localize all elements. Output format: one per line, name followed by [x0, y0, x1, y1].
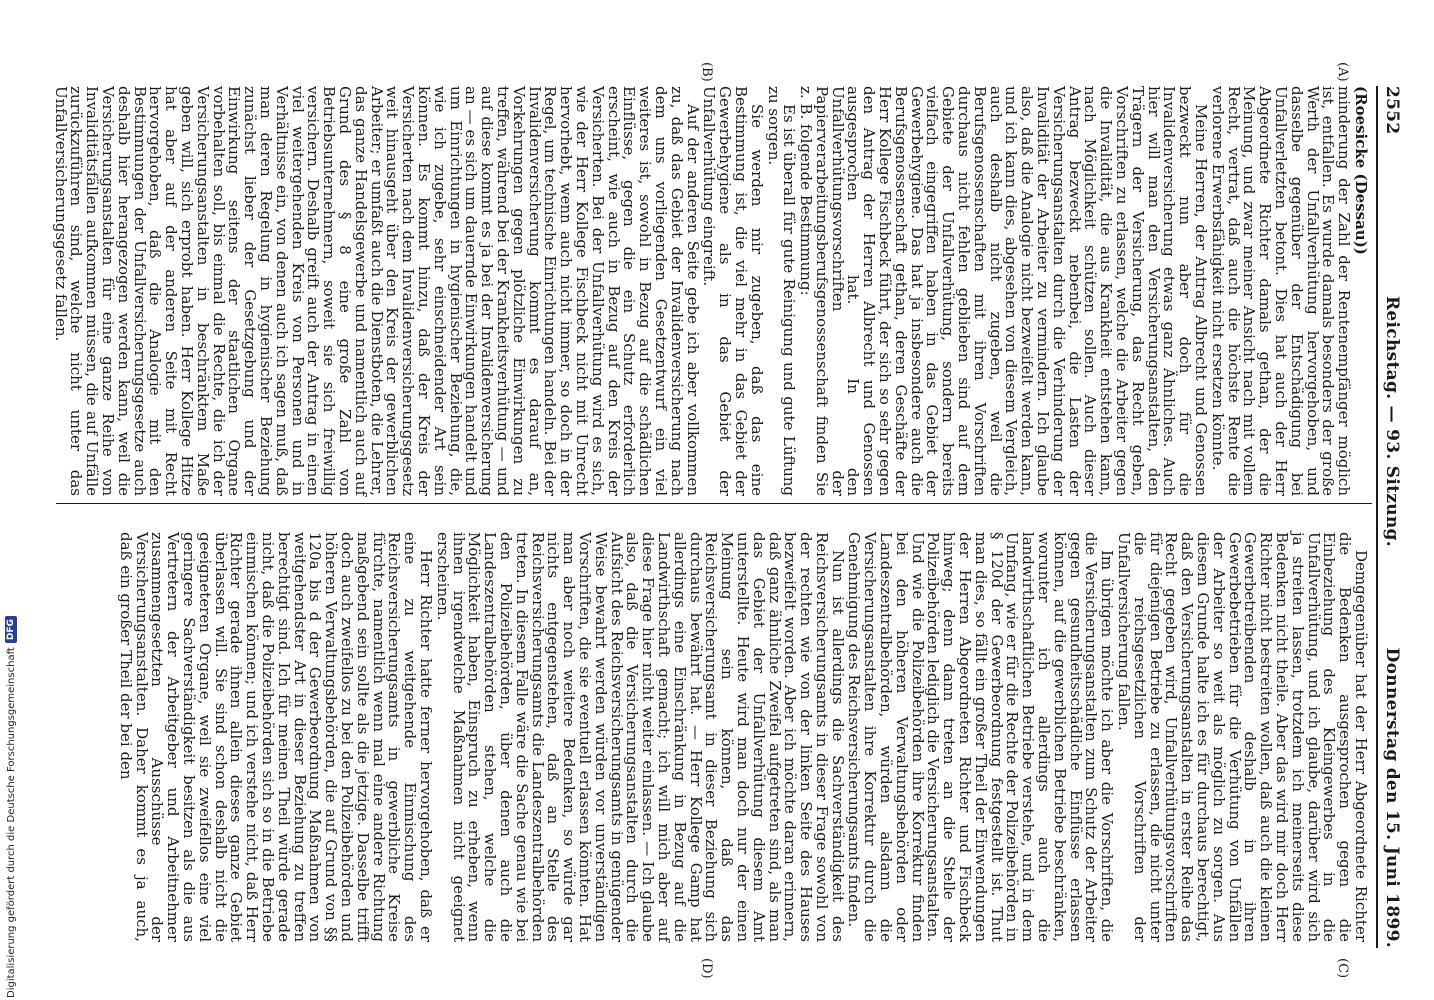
running-head-date: Donnerstag den 15. Juni 1899.	[1382, 647, 1402, 948]
paragraph: Es ist überall für gute Reinigung und gute Lüftung zu sorgen.	[764, 86, 799, 496]
margin-mark-a: (A)	[1335, 62, 1350, 82]
dfg-logo-icon: DFG	[5, 616, 17, 643]
speaker-name: (Roesicke (Dessau))	[1352, 86, 1370, 255]
margin-mark-b: (B)	[699, 62, 714, 82]
paragraph: Im übrigen möchte ich aber die Vorschriften, die die Versicherungsanstalten zum Schutz der Arbeiter gegen gesundheitsschädliche Einflüsse erlassen können, auf die gewerblichen Betriebe beschränken, worunter ich allerdings auch die landwirthschaftlichen Betriebe verstehe, und in dem Umfang, wie er für die Rechte der Polizeibehörden in § 120d der Gewerbeordnung festgestellt ist. Thut man dies, so fällt ein großer Theil der Einwendungen der Herren Abgeordneten Richter und Fischbeck hinweg; denn dann treten an die Stelle der Polizeibehörden lediglich die Versicherungsanstalten. Und wie die Polizeibehörden ihre Korrektur finden bei den höheren Verwaltungsbehörden oder Landeszentralbehörden, würden alsdann die Versicherungsanstalten ihre Korrektur durch die Genehmigung des Reichsversicherungsamts finden.	[845, 532, 1117, 942]
column-divider	[56, 503, 1372, 504]
margin-mark-d: (D)	[699, 958, 714, 979]
paragraph: Herr Richter hatte ferner hervorgehoben, daß er eine zu weitgehende Einmischung des Reichsversicherungsamts in gewerbliche Kreise fürchte, namentlich wenn mal eine andere Richtung maßgebend sein sollte als die jetzige. Dasselbe trifft doch auch zweifellos zu bei den Polizeibehörden und höheren Verwaltungsbehörden, die auf Grund von §§ 120a bis d der Gewerbeordnung Maßnahmen von weitgehendster Art in dieser Beziehung zu treffen berechtigt sind. Ich für meinen Theil würde gerade nicht, daß die Polizeibehörden sich so in die Betriebe einmischen können; und ich verstehe nicht, daß Herr Richter gerade ihnen allein dieses ganze Gebiet überlassen will. Sie sind schon deshalb nicht die geeigneteren Organe, weil sie zweifellos eine viel geringere Sachverständigkeit besitzen als die aus Vertretern der Arbeitgeber und Arbeitnehmer zusammengesetzten Ausschüsse der Versicherungsanstalten. Daher kommt es ja auch, daß ein großer Theil der bei den	[116, 532, 435, 942]
running-head-title: Reichstag. — 93. Sitzung.	[1382, 296, 1402, 547]
paragraph: Sie werden mir zugeben, daß das eine Bestimmung ist, die viel mehr in das Gebiet der Gewerbehygiene als in das Gebiet der Unfallverhütung eingreift.	[700, 86, 766, 496]
speaker-line	[1352, 86, 1368, 496]
paragraph: Auf der anderen Seite gebe ich aber vollkommen zu, daß das Gebiet der Invalidenversicherung nach dem uns vorliegenden Gesetzentwurf ein viel weiteres ist, sowohl in Bezug auf die schädlichen Einflüsse, gegen die ein Schutz erforderlich erscheint, wie auch in Bezug auf den Kreis der Versicherten. Bei der Unfallverhütung wird es sich, wie der Herr Kollege Fischbeck nicht mit Unrecht hervorhebt, wenn auch nicht immer, so doch in der Regel, um technische Einrichtungen handeln. Bei der Invalidenversicherung kommt es darauf an, Vorkehrungen gegen plötzliche Einwirkungen zu treffen, während bei der Krankheitsverhütung — und auf diese kommt es ja bei der Invalidenversicherung an — es sich um dauernde Einwirkungen handelt und um Einrichtungen in hygienischer Beziehung, die, wie ich zugebe, sehr einschneidender Art sein können. Es kommt hinzu, daß der Kreis der Versicherten nach dem Invalidenversicherungsgesetz weit hinausgeht über den Kreis der gewerblichen Arbeiter; er umfaßt auch die Dienstboten, die Lehrer, das ganze Handelsgewerbe und namentlich auch auf Grund des § 8 eine große Zahl von Betriebsunternehmern, soweit sie sich freiwillig versichern. Deshalb greift auch der Antrag in einen viel weitergehenden Kreis von Personen und in Verhältnisse ein, von denen auch ich sagen muß, daß man deren Regelung in hygienischer Beziehung zunächst lieber der Gesetzgebung und der Einwirkung seitens der staatlichen Organe vorbehalten soll, bis einmal die Rechte, die ich der Versicherungsanstalten in beschränktem Maße geben will, sich erprobt haben. Herr Kollege Hitze hat aber auf der anderen Seite mit Recht hervorgehoben, daß die Analogie mit den Bestimmungen der Unfallversicherungsgesetze auch deshalb hier herangezogen werden kann, weil die Versicherungsanstalten für eine ganze Reihe von Invaliditätsfällen aufkommen müssen, die auf Unfälle zurückzuführen sind, welche nicht unter das Unfallversicherungsgesetz fallen.	[51, 86, 702, 496]
left-column	[51, 86, 1368, 496]
paragraph: Nun ist allerdings die Sachverständigkeit des Reichsversicherungsamts in dieser Frage sowohl von der rechten wie von der linken Seite des Hauses bezweifelt worden. Aber ich möchte daran erinnern, daß ganz ähnliche Zweifel aufgetreten sind, als man das Gebiet der Unfallverhütung diesem Amt unterstellte. Heute wird man doch nur der einen Meinung sein können, daß das Reichsversicherungsamt in dieser Beziehung sich durchaus bewährt hat. — Herr Kollege Gamp hat allerdings eine Einschränkung in Bezug auf die Landwirthschaft gemacht; ich will mich aber auf diese Frage hier nicht weiter einlassen. — Ich glaube also, daß die Versicherungsanstalten durch die Aufsicht des Reichsversicherungsamts in genügender Weise bewahrt werden würden vor unverständigen Vorschriften, die sie eventuell erlassen könnten. Hat man aber noch weitere Bedenken, so würde gar nichts entgegenstehen, daß an Stelle des Reichsversicherungsamts die Landeszentralbehörden treten. In diesem Falle wäre die Sache genau wie bei den Polizeibehörden, über denen auch die Landeszentralbehörden stehen, welche die Möglichkeit haben, Einspruch zu erheben, wenn ihnen irgendwelche Maßnahmen nicht geeignet erscheinen.	[433, 532, 847, 942]
credit-text: Digitalisierung gefördert durch die Deutsche Forschungsgemeinschaft	[5, 647, 17, 998]
digitization-credit	[3, 606, 19, 998]
paragraph: Meine Herren, der Antrag Albrecht und Genossen bezweckt nun aber doch für die Invalidenversicherung etwas ganz Ähnliches. Auch hier will man den Versicherungsanstalten, den Trägern der Versicherung, das Recht geben, Vorschriften zu erlassen, welche die Arbeiter gegen die Invalidität, die aus Krankheit entstehen kann, nach Möglichkeit schützen sollen. Auch dieser Antrag bezweckt nebenbei, die Lasten der Versicherungsanstalten durch die Verhinderung der Invalidität der Arbeiter zu vermindern. Ich glaube also, daß die Analogie nicht bezweifelt werden kann, und ich kann dies, abgesehen von diesem Vergleich, auch deshalb nicht zugeben, weil die Berufsgenossenschaften mit ihren Vorschriften durchaus nicht fehlen geblieben sind auf dem Gebiete der Unfallverhütung, sondern bereits vielfach eingegriffen haben in das Gebiet der Gewerbehygiene. Das hat ja insbesondere auch die Berufsgenossenschaft gethan, deren Geschäfte der Herr Kollege Fischbeck führt, der sich so sehr gegen den Antrag der Herren Albrecht und Genossen ausgesprochen hat. In den Unfallverhütungsvorschriften der Papierverarbeitungsberufsgenossenschaft finden Sie z. B. folgende Bestimmung:	[797, 86, 1211, 496]
right-column	[116, 532, 1368, 942]
header-rule	[1376, 86, 1378, 948]
paragraph: minderung der Zahl der Rentenempfänger möglich ist, entfallen. Es wurde damals besonders der große Werth der Unfallverhütung hervorgehoben, und dasselbe gegenüber der Entschädigung bei Unfallverletzten betont. Dies hat auch der Herr Abgeordnete Richter damals gethan, der die Meinung, und zwar meiner Ansicht nach mit vollem Recht, vertrat, daß auch die höchste Rente die verlorene Erwerbsfähigkeit nicht ersetzen könnte.	[1208, 86, 1354, 496]
paragraph: Demgegenüber hat der Herr Abgeordnete Richter die Bedenken ausgesprochen gegen die Einbeziehung des Kleingewerbes in die Unfallverhütung, und ich glaube, darüber wird sich ja streiten lassen, trotzdem ich meinerseits diese Bedenken nicht theile. Aber das wird mir doch Herr Richter nicht bestreiten wollen, daß auch die kleinen Gewerbetreibenden deshalb in ihren Gewerbebetrieben für die Verhütung von Unfällen der Arbeiter so weit als möglich zu sorgen. Aus diesem Grunde halte ich es für durchaus berechtigt, daß den Versicherungsanstalten in erster Reihe das Recht gegeben wird, Unfallverhütungsvorschriften für diejenigen Betriebe zu erlassen, die nicht unter die reichsgesetzlichen Vorschriften der Unfallversicherung fallen.	[1115, 532, 1370, 942]
margin-mark-c: (C)	[1335, 958, 1350, 979]
page-number: 2552	[1382, 86, 1402, 135]
